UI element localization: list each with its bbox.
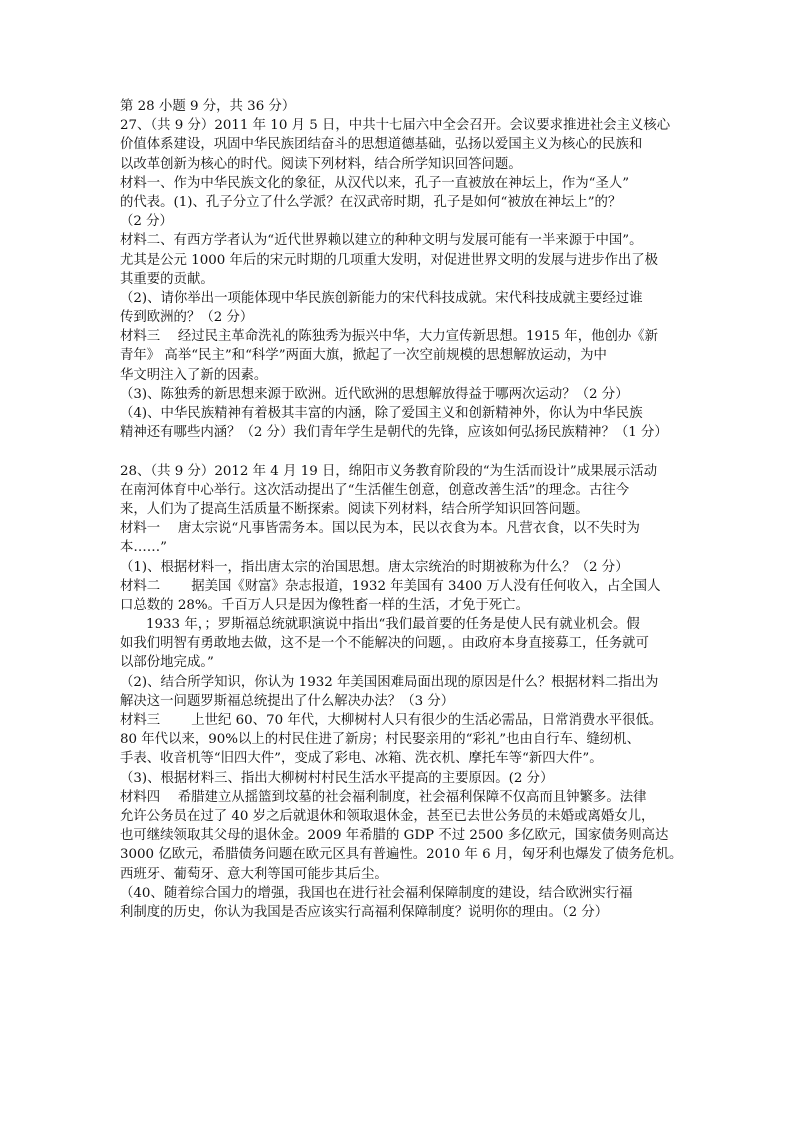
text-line: （2)、请你举出一项能体现中华民族创新能力的宋代科技成就。宋代科技成就主要经过谁 — [120, 290, 643, 306]
text-line: 1933 年，；罗斯福总统就职演说中指出“我们最首要的任务是使人民有就业机会。假 — [146, 617, 640, 633]
text-line: 材料一、作为中华民族文化的象征，从汉代以来，孔子一直被放在神坛上，作为“圣人” — [120, 175, 630, 191]
text-line: 如我们明智有勇敢地去做，这不是一个不能解决的问题，。由政府本身直接募工，任务就可 — [120, 636, 649, 652]
text-line: 以部份地完成。” — [120, 655, 214, 671]
text-line: （2 分） — [120, 214, 173, 230]
text-line: 材料二、有西方学者认为“近代世界赖以建立的种种文明与发展可能有一半来源于中国”。 — [120, 233, 643, 249]
text-line: 来，人们为了提高生活质量不断探索。阅读下列材料，结合所学知识回答问题。 — [120, 501, 589, 517]
text-line: 27、（共 9 分）2011 年 10 月 5 日，中共十七届六中全会召开。会议要求推进社会主义核心 — [120, 118, 671, 134]
text-line: 材料三 经过民主革命洗礼的陈独秀为振兴中华，大力宣传新思想。1915 年，他创办《新 — [120, 329, 659, 345]
text-line: 利制度的历史，你认为我国是否应该实行高福利保障制度？说明你的理由。（2 分） — [120, 904, 609, 920]
text-line: （3)、陈独秀的新思想来源于欧洲。近代欧洲的思想解放得益于哪两次运动？（2 分） — [120, 386, 629, 402]
text-line: 第 28 小题 9 分，共 36 分） — [120, 99, 296, 114]
text-line: 材料二 据美国《财富》杂志报道，1932 年美国有 3400 万人没有任何收入，占全国人 — [120, 578, 661, 594]
text-line: 本……” — [120, 540, 168, 556]
text-line: （2)、结合所学知识，你认为 1932 年美国困难局面出现的原因是什么？根据材料二指出为 — [120, 674, 659, 690]
text-line: 精神还有哪些内涵？（2 分）我们青年学生是朝代的先锋，应该如何弘扬民族精神？（1 分） — [120, 425, 668, 441]
text-line: 也可继续领取其父母的退休金。2009 年希腊的 GDP 不过 2500 多亿欧元，国家债务则高达 — [120, 828, 669, 844]
text-line: 材料一 唐太宗说“凡事皆需务本。国以民为本，民以衣食为本。凡营衣食，以不失时为 — [120, 521, 640, 537]
text-line: 在南河体育中心举行。这次活动提出了“生活催生创意，创意改善生活”的理念。古往今 — [120, 482, 630, 498]
text-line: 价值体系建设，巩固中华民族团结奋斗的思想道德基础，弘扬以爱国主义为核心的民族和 — [120, 137, 643, 153]
text-line: 尤其是公元 1000 年后的宋元时期的几项重大发明，对促进世界文明的发展与进步作出了极 — [120, 252, 659, 268]
text-line: 青年》 高举“民主”和“科学”两面大旗，掀起了一次空前规模的思想解放运动，为中 — [120, 348, 607, 364]
text-line: （1)、根据材料一，指出唐太宗的治国思想。唐太宗统治的时期被称为什么？（2 分） — [120, 559, 629, 575]
text-line: 手表、收音机等“旧四大件”，变成了彩电、冰箱、洗衣机、摩托车等“新四大件”。 — [120, 751, 603, 767]
text-line: 西班牙、葡萄牙、意大利等国可能步其后尘。 — [120, 866, 388, 882]
text-line: 华文明注入了新的因素。 — [120, 367, 268, 383]
text-line: 以改革创新为核心的时代。阅读下列材料，结合所学知识回答问题。 — [120, 156, 522, 172]
text-line: （4)、中华民族精神有着极其丰富的内涵，除了爱国主义和创新精神外，你认为中华民族 — [120, 406, 643, 421]
text-line: 80 年代以来，90%以上的村民住进了新房；村民娶亲用的“彩礼”也由自行车、缝纫机、 — [120, 732, 641, 748]
text-line: 传到欧洲的？（2 分） — [120, 310, 254, 326]
text-line: （40、随着综合国力的增强，我国也在进行社会福利保障制度的建设，结合欧洲实行福 — [120, 885, 633, 901]
text-line: 3000 亿欧元，希腊债务问题在欧元区具有普遍性。2010 年 6 月，匈牙利也爆发了债务危机。 — [120, 847, 683, 863]
text-line: 的代表。(1)、孔子分立了什么学派？在汉武帝时期，孔子是如何“被放在神坛上”的？ — [120, 194, 622, 210]
text-line: （3)、根据材料三、指出大柳树村村民生活水平提高的主要原因。(2 分） — [120, 770, 554, 786]
text-line: 口总数的 28%。千百万人只是因为像牲畜一样的生活，才免于死亡。 — [120, 597, 529, 613]
document-page — [120, 97, 690, 922]
text-line: 材料三 上世纪 60、70 年代，大柳树村人只有很少的生活必需品，日常消费水平很低。 — [120, 713, 663, 728]
blank-line — [120, 442, 690, 461]
text-line: 其重要的贡献。 — [120, 271, 214, 287]
text-line: 28、（共 9 分）2012 年 4 月 19 日，绵阳市义务教育阶段的“为生活而设计”成果展示活动 — [120, 463, 658, 479]
text-line: 允许公务员在过了 40 岁之后就退休和领取退休金，甚至已去世公务员的未婚或离婚女儿， — [120, 808, 655, 824]
text-line: 解决这一问题罗斯福总统提出了什么解决办法？（3 分） — [120, 693, 455, 709]
text-line: 材料四 希腊建立从摇篮到坟墓的社会福利制度，社会福利保障不仅高而且钟繁多。法律 — [120, 789, 647, 805]
